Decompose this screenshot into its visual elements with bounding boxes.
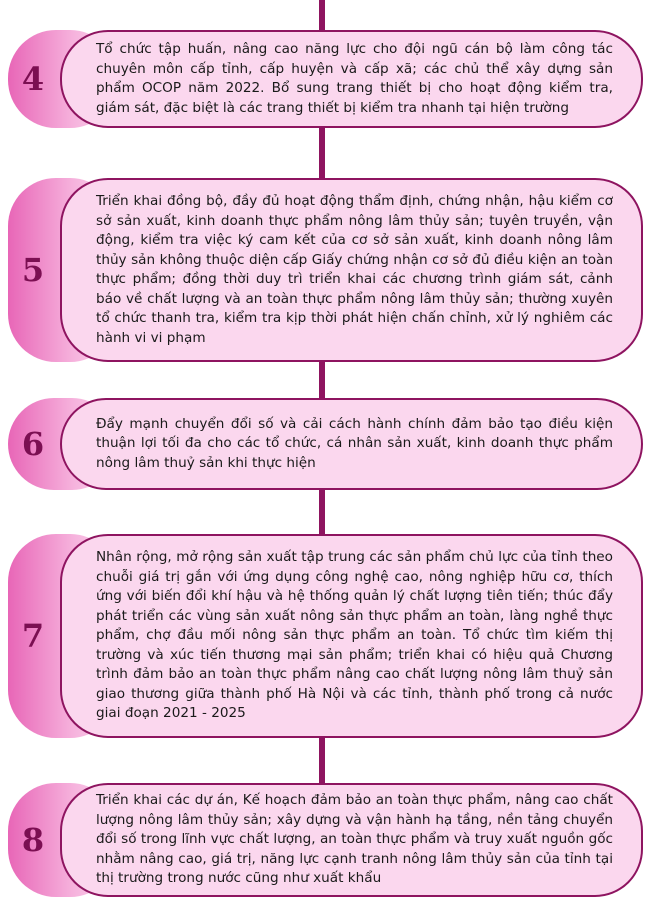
timeline-connector — [319, 738, 325, 783]
step-number: 8 — [21, 821, 45, 859]
step-number: 4 — [21, 60, 45, 98]
content-card — [60, 30, 643, 128]
timeline-item — [0, 534, 650, 738]
item-text: Tổ chức tập huấn, nâng cao năng lực cho đội ngũ cán bộ làm công tác chuyên môn cấp tỉnh, cấp huyện và cấp xã; các chủ thể xây dựng sản phẩm OCOP năm 2022. Bổ sung trang thiết bị cho hoạt động kiểm tra, giám sát, đặc biệt là các trang thiết bị kiểm tra nhanh tại hiện trường — [96, 41, 613, 116]
timeline-item — [0, 783, 650, 897]
step-number: 5 — [21, 251, 45, 289]
step-number: 7 — [21, 617, 45, 655]
item-text: Triển khai đồng bộ, đầy đủ hoạt động thẩm định, chứng nhận, hậu kiểm cơ sở sản xuất, kinh doanh thực phẩm nông lâm thủy sản; tuyên truyền, vận động, kiểm tra việc ký cam kết của cơ sở sản xuất, kinh doanh nông lâm thủy sản không thuộc diện cấp Giấy chứng nhận cơ sở đủ điều kiện an toàn thực phẩm; đồng thời duy trì triển khai các chương trình giám sát, cảnh báo về chất lượng và an toàn thực phẩm nông lâm thủy sản; thường xuyên tổ chức thanh tra, kiểm tra kịp thời phát hiện chấn chỉnh, xử lý nghiêm các hành vi vi phạm — [96, 193, 613, 346]
timeline-connector — [319, 0, 325, 30]
content-card — [60, 534, 643, 738]
step-number: 6 — [21, 425, 45, 463]
timeline-item — [0, 30, 650, 128]
timeline-item — [0, 398, 650, 490]
item-text: Triển khai các dự án, Kế hoạch đảm bảo an toàn thực phẩm, nâng cao chất lượng nông lâm thủy sản; xây dựng và vận hành hạ tầng, nền tảng chuyển đổi số trong lĩnh vực chất lượng, an toàn thực phẩm và truy xuất nguồn gốc nhằm nâng cao, giá trị, năng lực cạnh tranh nông lâm thủy sản của tỉnh tại thị trường trong nước cũng như xuất khẩu — [96, 792, 613, 887]
timeline-connector — [319, 362, 325, 398]
timeline-item — [0, 178, 650, 362]
content-card — [60, 398, 643, 490]
content-card — [60, 178, 643, 362]
timeline-connector — [319, 490, 325, 534]
item-text: Nhân rộng, mở rộng sản xuất tập trung các sản phẩm chủ lực của tỉnh theo chuỗi giá trị gắn với ứng dụng công nghệ cao, nông nghiệp hữu cơ, thích ứng với biến đổi khí hậu và hệ thống quản lý chất lượng tiên tiến; thúc đẩy phát triển các vùng sản xuất nông sản thực phẩm an toàn, làng nghề thực phẩm, chợ đầu mối nông sản thực phẩm an toàn. Tổ chức tìm kiếm thị trường và xúc tiến thương mại sản phẩm; triển khai có hiệu quả Chương trình đảm bảo an toàn thực phẩm nâng cao chất lượng nông lâm thuỷ sản giao thương giữa thành phố Hà Nội và các tỉnh, thành phố trong cả nước giai đoạn 2021 - 2025 — [96, 549, 613, 722]
timeline-connector — [319, 128, 325, 178]
item-text: Đẩy mạnh chuyển đổi số và cải cách hành chính đảm bảo tạo điều kiện thuận lợi tối đa cho các tổ chức, cá nhân sản xuất, kinh doanh thực phẩm nông lâm thuỷ sản khi thực hiện — [96, 415, 613, 471]
content-card — [60, 783, 643, 897]
